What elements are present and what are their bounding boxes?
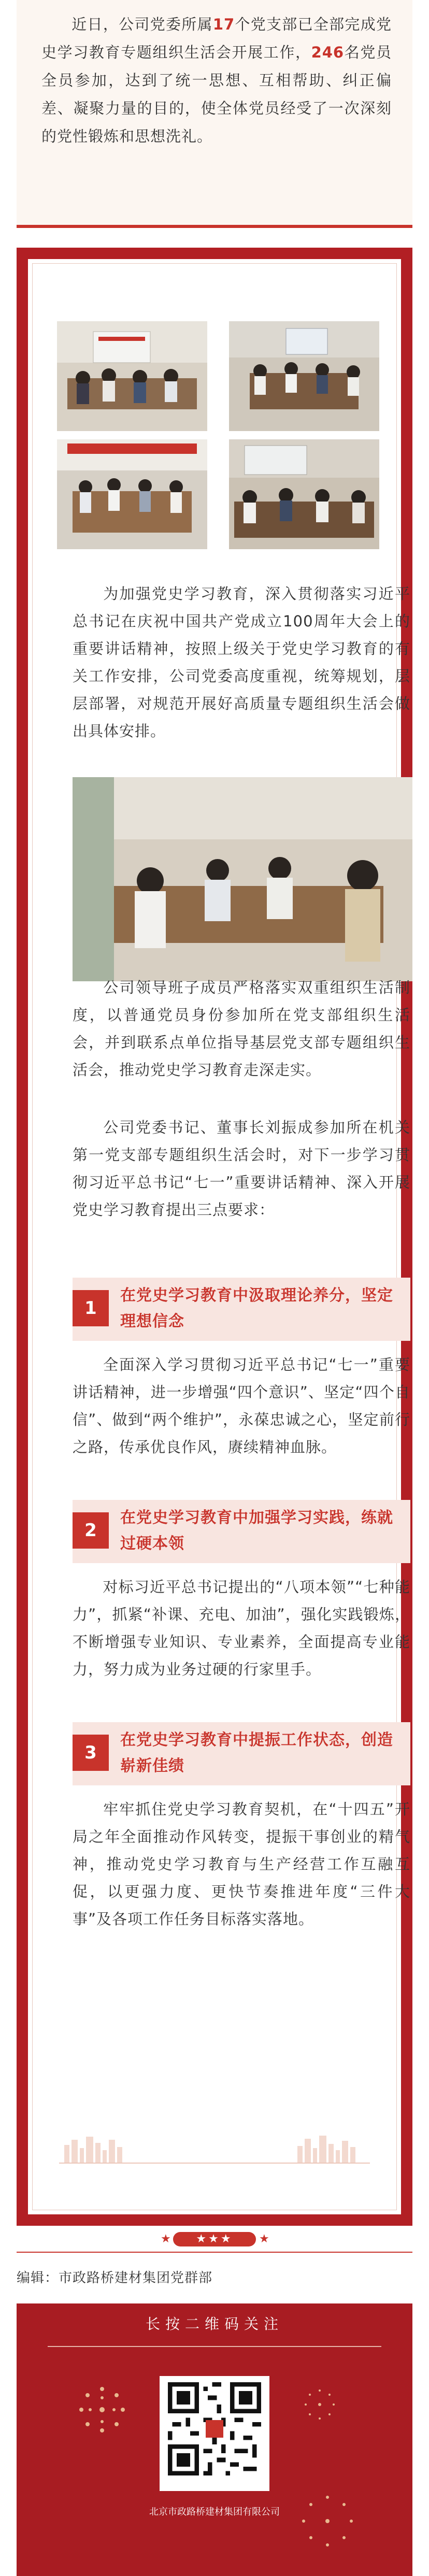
meeting-photo-grid	[57, 321, 381, 549]
paragraph-requirements	[73, 1114, 410, 1224]
section-3-number: 3	[73, 1735, 109, 1771]
section-1-number: 1	[73, 1290, 109, 1326]
divider-line	[17, 2252, 412, 2253]
paragraph-requirements-text: 公司党委书记、董事长刘振成参加所在机关第一党支部专题组织生活会时，对下一步学习贯彻习近平总书记“七一”重要讲话精神、深入开展党史学习教育提出三点要求：	[73, 1119, 410, 1219]
intro-text-3: 名党员全员参加，达到了统一思想、互相帮助、纠正偏差、凝聚力量的目的，使全体党员经受了一次深刻的党性锻炼和思想洗礼。	[41, 44, 392, 145]
section-2-body: 对标习近平总书记提出的“八项本领”“七种能力”，抓紧“补课、充电、加油”，强化实践锻炼，不断增强专业知识、专业素养，全面提高专业能力，努力成为业务过硬的行家里手。	[73, 1578, 410, 1678]
firework-bottom-icon	[296, 2490, 359, 2552]
section-2-header	[73, 1500, 410, 1563]
section-3-title: 在党史学习教育中提振工作状态，创造崭新佳绩	[120, 1731, 393, 1775]
stars-badge: ★★★	[173, 2232, 256, 2246]
section-2-title: 在党史学习教育中加强学习实践，练就过硬本领	[120, 1509, 393, 1553]
star-icon-left: ★	[161, 2232, 171, 2245]
section-1-header	[73, 1278, 410, 1341]
section-2-number: 2	[73, 1512, 109, 1549]
qr-code-card[interactable]	[160, 2376, 269, 2491]
intro-card	[17, 0, 412, 228]
meeting-photo-wide[interactable]	[73, 777, 412, 981]
section-3-header	[73, 1722, 410, 1785]
qr-follow-panel	[17, 2303, 412, 2576]
meeting-photo-1[interactable]	[57, 321, 207, 431]
article-frame	[17, 248, 412, 2226]
meeting-photo-2[interactable]	[229, 321, 379, 431]
intro-text-2: 个党支部已全部完成党史学习教育专题组织生活会开展工作，	[41, 16, 392, 61]
paragraph-leaders-text: 公司领导班子成员严格落实双重组织生活制度，以普通党员身份参加所在党支部组织生活会，并到联系点单位指导基层党支部专题组织生活会，推动党史学习教育走深走实。	[73, 979, 410, 1079]
section-1-text	[73, 1351, 410, 1461]
intro-paragraph	[41, 10, 392, 150]
intro-text-1: 近日，公司党委所属	[72, 16, 213, 33]
company-name: 北京市政路桥建材集团有限公司	[149, 2507, 280, 2517]
branch-count: 17	[212, 16, 235, 33]
intro-section	[0, 0, 429, 244]
editor-credit: 编辑：市政路桥建材集团党群部	[17, 2270, 213, 2286]
section-1-body: 全面深入学习贯彻习近平总书记“七一”重要讲话精神，进一步增强“四个意识”、坚定“四个自信”、做到“两个维护”，永葆忠诚之心，坚定前行之路，传承优良作风，赓续精神血脉。	[73, 1356, 410, 1456]
star-icon-right: ★	[259, 2232, 269, 2245]
section-3-body: 牢牢抓住党史学习教育契机，在“十四五”开局之年全面推动作风转变，提振干事创业的精气神，推动党史学习教育与生产经营工作互融互促，以更强力度、更快节奏推进年度“三件大事”及各项工作任务目标落实落地。	[73, 1800, 410, 1928]
member-count: 246	[311, 44, 345, 61]
section-3-text	[73, 1796, 410, 1933]
firework-right-icon	[302, 2386, 338, 2423]
qr-title: 长按二维码关注	[145, 2315, 283, 2332]
meeting-photo-4[interactable]	[229, 439, 379, 549]
paragraph-leaders	[73, 974, 410, 1084]
firework-left-icon	[74, 2381, 131, 2438]
paragraph-intro	[73, 580, 410, 745]
section-1-title: 在党史学习教育中汲取理论养分，坚定理想信念	[120, 1286, 393, 1330]
qr-code[interactable]	[168, 2382, 261, 2475]
paragraph-intro-text: 为加强党史学习教育，深入贯彻落实习近平总书记在庆祝中国共产党成立100周年大会上的重要讲话精神，按照上级关于党史学习教育的有关工作安排，公司党委高度重视，统筹规划，层层部署，对规范开展好高质量专题组织生活会做出具体安排。	[73, 585, 410, 740]
article-content	[28, 259, 410, 2214]
section-2-text	[73, 1573, 410, 1683]
meeting-photo-3[interactable]	[57, 439, 207, 549]
decorative-skyline	[28, 2124, 401, 2166]
qr-title-underline	[48, 2346, 381, 2347]
